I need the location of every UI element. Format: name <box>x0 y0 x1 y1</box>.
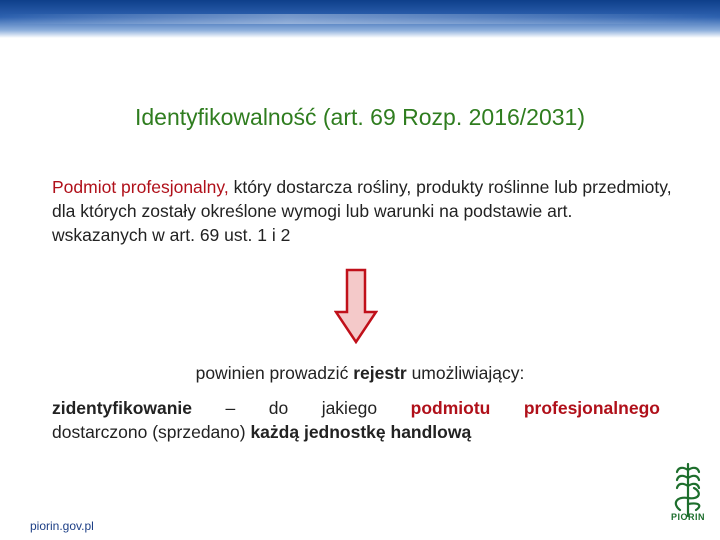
requirement-line <box>0 363 720 384</box>
intro-highlight: Podmiot profesjonalny, <box>52 177 229 197</box>
footer-link[interactable]: piorin.gov.pl <box>30 519 94 533</box>
identification-paragraph <box>52 396 660 444</box>
intro-paragraph <box>52 175 672 247</box>
header-band <box>0 0 720 38</box>
requirement-after: umożliwiający: <box>406 363 525 383</box>
identification-line-2-bold: każdą jednostkę handlową <box>250 422 472 442</box>
down-arrow-icon <box>334 268 378 344</box>
identification-line-2-plain: dostarczono (sprzedano) <box>52 422 251 442</box>
requirement-bold: rejestr <box>353 363 407 383</box>
slide-title: Identyfikowalność (art. 69 Rozp. 2016/2031) <box>134 104 586 130</box>
identification-word-6: profesjonalnego <box>523 398 660 418</box>
identification-line-1 <box>52 396 660 420</box>
intro-text: który dostarcza rośliny, produkty roślinne lub przedmioty, dla których zostały określone wymogi lub warunki na podstawie art. wskazanych w art. 69 ust. 1 i 2 <box>52 177 672 245</box>
identification-word-5: podmiotu <box>410 398 491 418</box>
identification-line-2 <box>52 420 660 444</box>
requirement-before: powinien prowadzić <box>195 363 354 383</box>
identification-word-3: do <box>268 398 289 418</box>
identification-word-2: – <box>225 398 236 418</box>
identification-word-1: zidentyfikowanie <box>52 398 193 418</box>
header-band-highlight <box>0 14 720 24</box>
logo-text: PIORIN <box>670 512 705 522</box>
identification-word-4: jakiego <box>321 398 378 418</box>
